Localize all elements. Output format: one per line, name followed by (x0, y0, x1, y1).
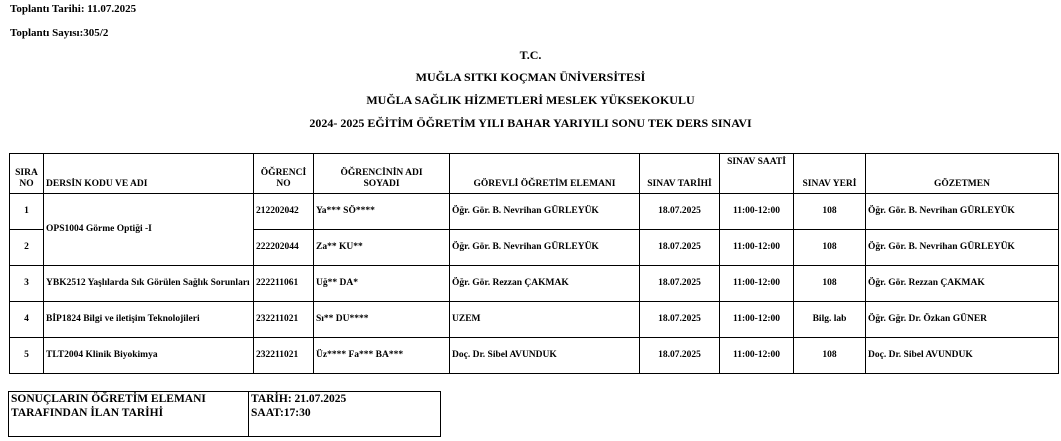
exam-table (9, 153, 1059, 374)
table-row (10, 338, 1059, 374)
row-no: 1 (10, 194, 44, 230)
row-exam-place: Bilg. lab (794, 302, 866, 338)
meeting-number: Toplantı Sayısı:305/2 (10, 27, 109, 39)
row-exam-date: 18.07.2025 (640, 266, 720, 302)
announcement-label: SONUÇLARIN ÖĞRETİM ELEMANI TARAFINDAN İLAN TARİHİ (9, 392, 249, 437)
row-no: 3 (10, 266, 44, 302)
heading-university: MUĞLA SITKI KOÇMAN ÜNİVERSİTESİ (415, 70, 646, 84)
row-exam-place: 108 (794, 338, 866, 374)
table-row (10, 302, 1059, 338)
row-student-name: Uğ** DA* (314, 266, 450, 302)
row-exam-date: 18.07.2025 (640, 230, 720, 266)
meeting-date: Toplantı Tarihi: 11.07.2025 (10, 3, 137, 15)
row-exam-time: 11:00-12:00 (720, 302, 794, 338)
row-exam-date: 18.07.2025 (640, 338, 720, 374)
row-student-name: Üz**** Fa*** BA*** (314, 338, 450, 374)
heading-exam-title: 2024- 2025 EĞİTİM ÖĞRETİM YILI BAHAR YARIYILI SONU TEK DERS SINAVI (309, 116, 752, 130)
row-no: 2 (10, 230, 44, 266)
header-student-name: ÖĞRENCİNİN ADI SOYADI (314, 154, 450, 194)
row-student-no: 232211021 (254, 302, 314, 338)
row-student-name: Sı** DU**** (314, 302, 450, 338)
row-proctor: Öğr. Gör. B. Nevrihan GÜRLEYÜK (866, 194, 1059, 230)
row-student-name: Ya*** SÖ**** (314, 194, 450, 230)
row-course: OPS1004 Görme Optiği -I (44, 194, 254, 266)
row-instructor: Öğr. Gör. Rezzan ÇAKMAK (450, 266, 640, 302)
row-exam-time: 11:00-12:00 (720, 338, 794, 374)
row-course: BİP1824 Bilgi ve iletişim Teknolojileri (44, 302, 254, 338)
row-proctor: Öğr. Gör. B. Nevrihan GÜRLEYÜK (866, 230, 1059, 266)
row-exam-place: 108 (794, 230, 866, 266)
row-proctor: Öğr. Gör. Rezzan ÇAKMAK (866, 266, 1059, 302)
row-course: TLT2004 Klinik Biyokimya (44, 338, 254, 374)
row-student-no: 212202042 (254, 194, 314, 230)
row-instructor: Öğr. Gör. B. Nevrihan GÜRLEYÜK (450, 194, 640, 230)
row-instructor: Öğr. Gör. B. Nevrihan GÜRLEYÜK (450, 230, 640, 266)
row-exam-date: 18.07.2025 (640, 194, 720, 230)
header-exam-date: SINAV TARİHİ (640, 154, 720, 194)
row-exam-place: 108 (794, 194, 866, 230)
row-student-no: 232211021 (254, 338, 314, 374)
row-instructor: UZEM (450, 302, 640, 338)
row-course: YBK2512 Yaşlılarda Sık Görülen Sağlık Sorunları (44, 266, 254, 302)
table-header-row (10, 154, 1059, 194)
row-student-no: 222202044 (254, 230, 314, 266)
announcement-datetime (249, 392, 441, 437)
row-exam-time: 11:00-12:00 (720, 194, 794, 230)
announcement-date: TARİH: 21.07.2025 (251, 393, 347, 405)
heading-country: T.C. (519, 48, 542, 62)
header-exam-time: SINAV SAATİ (720, 154, 794, 194)
results-announcement-table (8, 391, 441, 437)
table-row (10, 194, 1059, 230)
heading-school: MUĞLA SAĞLIK HİZMETLERİ MESLEK YÜKSEKOKULU (366, 93, 695, 107)
row-student-no: 222211061 (254, 266, 314, 302)
row-no: 4 (10, 302, 44, 338)
header-exam-place: SINAV YERİ (794, 154, 866, 194)
row-exam-time: 11:00-12:00 (720, 230, 794, 266)
row-exam-date: 18.07.2025 (640, 302, 720, 338)
announcement-time: SAAT:17:30 (251, 407, 311, 419)
row-no: 5 (10, 338, 44, 374)
results-announcement-row (9, 392, 441, 437)
header-course: DERSİN KODU VE ADI (44, 154, 254, 194)
header-instructor: GÖREVLİ ÖĞRETİM ELEMANI (450, 154, 640, 194)
header-sira-no: SIRA NO (10, 154, 44, 194)
row-exam-time: 11:00-12:00 (720, 266, 794, 302)
table-row (10, 266, 1059, 302)
row-exam-place: 108 (794, 266, 866, 302)
row-proctor: Doç. Dr. Sibel AVUNDUK (866, 338, 1059, 374)
row-proctor: Öğr. Gğr. Dr. Özkan GÜNER (866, 302, 1059, 338)
row-student-name: Za** KU** (314, 230, 450, 266)
header-student-no: ÖĞRENCİ NO (254, 154, 314, 194)
row-instructor: Doç. Dr. Sibel AVUNDUK (450, 338, 640, 374)
header-proctor: GÖZETMEN (866, 154, 1059, 194)
